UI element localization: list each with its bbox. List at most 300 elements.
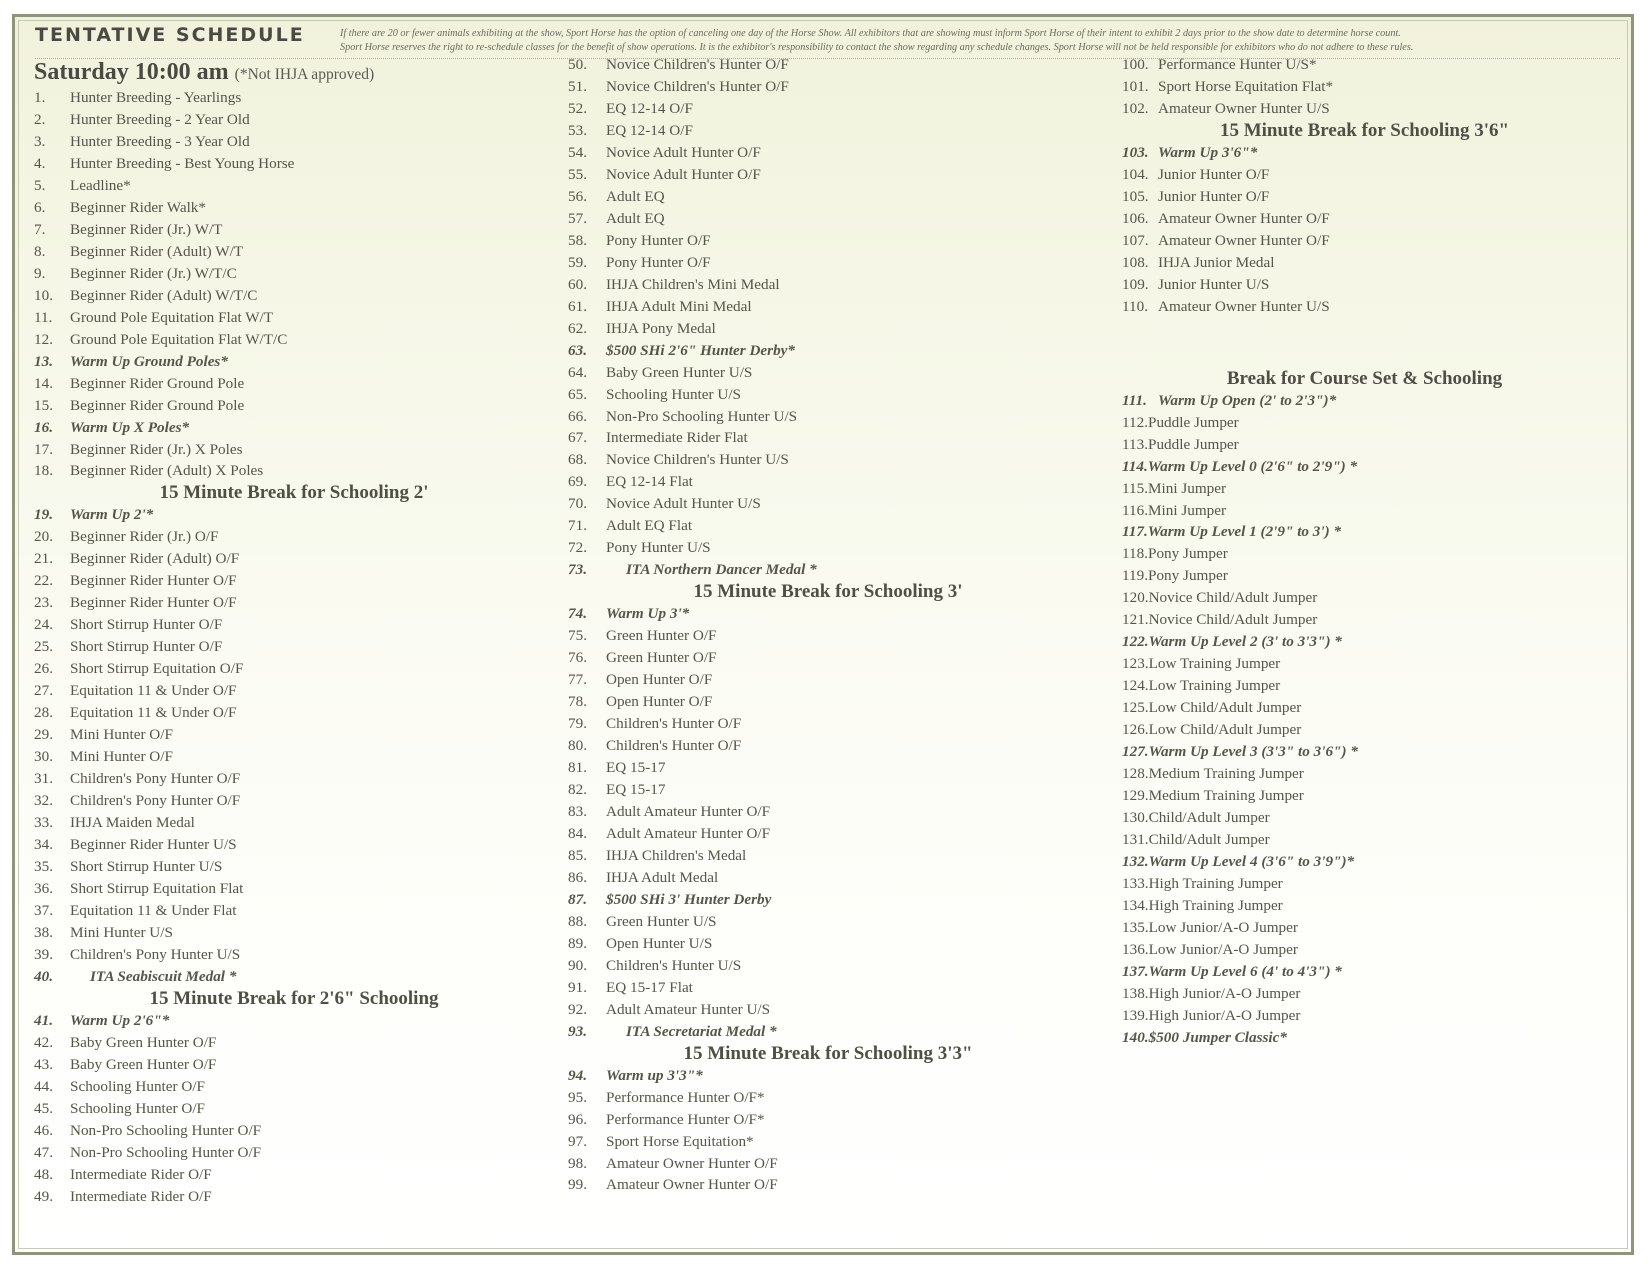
class-name: Amateur Owner Hunter U/S [1158, 99, 1330, 117]
class-number: 18. [34, 462, 53, 480]
class-entry [568, 1131, 1088, 1153]
class-name: Mini Jumper [1148, 501, 1227, 519]
class-entry [1122, 587, 1607, 609]
class-entry [1122, 631, 1607, 653]
class-entry [568, 1065, 1088, 1087]
class-name: High Junior/A-O Jumper [1148, 984, 1301, 1002]
class-number: 96. [568, 1110, 587, 1128]
class-entry [568, 537, 1088, 559]
class-name: EQ 12-14 O/F [606, 121, 693, 139]
class-number: 14. [34, 374, 53, 392]
class-number: 81. [568, 759, 587, 777]
day-title: Saturday 10:00 am [34, 59, 229, 85]
class-number: 114. [1122, 457, 1148, 475]
class-name: Adult Amateur Hunter O/F [606, 824, 771, 842]
schedule-title: TENTATIVE SCHEDULE [35, 24, 305, 46]
class-name: Child/Adult Jumper [1148, 831, 1270, 849]
class-number: 59. [568, 253, 587, 271]
class-number: 91. [568, 978, 587, 996]
class-entry [568, 296, 1088, 318]
class-number: 63. [568, 341, 587, 359]
class-entry [1122, 142, 1607, 164]
class-entry [568, 427, 1088, 449]
class-number: 20. [34, 528, 53, 546]
class-entry [568, 977, 1088, 999]
class-name: Novice Children's Hunter O/F [606, 77, 789, 95]
class-number: 135. [1122, 918, 1149, 936]
class-name: Warm Up Level 3 (3'3" to 3'6") * [1148, 743, 1358, 761]
class-number: 116. [1122, 501, 1149, 519]
class-entry [1122, 208, 1607, 230]
class-name: Beginner Rider (Jr.) W/T [70, 220, 223, 238]
class-entry [34, 944, 554, 966]
class-number: 2. [34, 110, 46, 128]
class-entry [34, 351, 554, 373]
class-name: ITA Seabiscuit Medal * [90, 967, 237, 985]
class-number: 50. [568, 56, 587, 73]
class-number: 5. [34, 176, 46, 194]
class-entry [34, 285, 554, 307]
class-number: 122. [1122, 633, 1149, 651]
class-name: Non-Pro Schooling Hunter O/F [70, 1121, 262, 1139]
class-name: Pony Hunter O/F [606, 253, 711, 271]
class-name: Sport Horse Equitation Flat* [1158, 77, 1334, 95]
class-number: 43. [34, 1055, 53, 1073]
class-entry [1122, 1027, 1607, 1049]
class-entry [568, 208, 1088, 230]
class-entry [568, 955, 1088, 977]
class-name: Warm Up X Poles* [70, 418, 190, 436]
class-list-1 [34, 87, 554, 1207]
class-entry [34, 373, 554, 395]
class-entry [34, 1098, 554, 1120]
class-entry [34, 614, 554, 636]
class-entry [1122, 653, 1607, 675]
class-number: 79. [568, 715, 587, 733]
class-number: 97. [568, 1132, 587, 1150]
class-number: 22. [34, 572, 53, 590]
class-name: Short Stirrup Hunter O/F [70, 638, 223, 656]
class-number: 45. [34, 1099, 53, 1117]
class-name: Non-Pro Schooling Hunter U/S [606, 407, 798, 425]
class-entry [568, 230, 1088, 252]
class-entry [34, 219, 554, 241]
schedule-column-2 [568, 54, 1088, 1196]
class-name: $500 Jumper Classic* [1148, 1028, 1287, 1046]
class-number: 52. [568, 99, 587, 117]
class-entry [34, 439, 554, 461]
class-entry [1122, 829, 1607, 851]
class-name: Novice Children's Hunter O/F [606, 56, 789, 73]
class-number: 35. [34, 857, 53, 875]
class-entry [34, 175, 554, 197]
class-name: Sport Horse Equitation* [606, 1132, 754, 1150]
class-entry [34, 1186, 554, 1208]
class-number: 33. [34, 814, 53, 831]
class-name: Amateur Owner Hunter U/S [1158, 297, 1330, 315]
class-name: Beginner Rider Walk* [70, 198, 206, 216]
class-number: 42. [34, 1033, 53, 1051]
class-name: Adult Amateur Hunter U/S [606, 1000, 771, 1018]
class-number: 76. [568, 649, 587, 667]
class-name: Mini Hunter O/F [70, 748, 173, 766]
class-name: Adult Amateur Hunter O/F [606, 802, 771, 820]
class-number: 83. [568, 802, 587, 820]
class-entry [1122, 54, 1607, 76]
class-name: Puddle Jumper [1148, 435, 1239, 453]
class-entry [34, 1054, 554, 1076]
class-number: 10. [34, 286, 53, 304]
class-number: 104. [1122, 165, 1149, 183]
class-entry [34, 900, 554, 922]
class-entry [1122, 895, 1607, 917]
class-name: Schooling Hunter O/F [70, 1077, 205, 1095]
class-name: Short Stirrup Equitation O/F [70, 660, 244, 678]
class-number: 108. [1122, 253, 1149, 271]
class-name: Beginner Rider Ground Pole [70, 374, 245, 392]
class-name: Warm Up 2'* [70, 506, 154, 524]
class-name: Low Child/Adult Jumper [1148, 699, 1302, 717]
class-name: Open Hunter O/F [606, 671, 713, 689]
class-name: Amateur Owner Hunter O/F [606, 1154, 778, 1172]
class-name: Non-Pro Schooling Hunter O/F [70, 1143, 262, 1161]
class-entry [1122, 917, 1607, 939]
class-entry [1122, 565, 1607, 587]
class-entry [568, 691, 1088, 713]
class-entry [568, 186, 1088, 208]
class-name: Warm Up Ground Poles* [70, 352, 228, 370]
class-entry [34, 526, 554, 548]
class-name: Beginner Rider (Adult) O/F [70, 550, 240, 568]
class-name: Warm Up Level 2 (3' to 3'3") * [1148, 633, 1342, 651]
class-name: Low Child/Adult Jumper [1148, 721, 1302, 739]
class-name: Novice Adult Hunter O/F [606, 165, 761, 183]
class-entry [568, 559, 1088, 581]
class-number: 132. [1122, 853, 1149, 870]
class-entry [568, 471, 1088, 493]
class-name: Leadline* [70, 176, 131, 194]
class-name: Novice Child/Adult Jumper [1148, 611, 1318, 629]
class-entry [1122, 807, 1607, 829]
class-number: 80. [568, 737, 587, 755]
class-entry [568, 779, 1088, 801]
class-entry [34, 1142, 554, 1164]
class-number: 136. [1122, 940, 1149, 958]
class-entry [568, 98, 1088, 120]
class-entry [568, 911, 1088, 933]
class-name: EQ 12-14 O/F [606, 99, 693, 117]
class-number: 128. [1122, 765, 1149, 783]
class-name: Warm up 3'3"* [606, 1066, 703, 1084]
class-number: 57. [568, 209, 587, 227]
class-number: 95. [568, 1088, 587, 1106]
class-name: Adult EQ [606, 187, 665, 205]
class-number: 36. [34, 879, 53, 897]
class-number: 131. [1122, 831, 1149, 849]
class-entry [34, 131, 554, 153]
class-number: 46. [34, 1121, 53, 1139]
class-entry [568, 801, 1088, 823]
class-entry [568, 274, 1088, 296]
class-number: 101. [1122, 77, 1149, 95]
class-number: 130. [1122, 809, 1149, 827]
class-name: Warm Up Level 6 (4' to 4'3") * [1148, 962, 1342, 980]
class-name: Puddle Jumper [1148, 413, 1239, 431]
class-number: 70. [568, 495, 587, 513]
class-number: 47. [34, 1143, 53, 1161]
class-number: 58. [568, 231, 587, 249]
class-name: Equitation 11 & Under O/F [70, 682, 237, 700]
class-number: 8. [34, 242, 46, 260]
class-number: 138. [1122, 984, 1149, 1002]
class-number: 24. [34, 616, 53, 634]
class-entry [568, 493, 1088, 515]
class-name: Warm Up 3'* [606, 605, 690, 623]
class-number: 140. [1122, 1028, 1149, 1046]
class-entry [568, 54, 1088, 76]
class-entry [34, 834, 554, 856]
class-list-2 [568, 54, 1088, 1196]
class-number: 112. [1122, 413, 1149, 431]
class-entry [568, 252, 1088, 274]
class-number: 27. [34, 682, 53, 700]
class-name: Beginner Rider Hunter U/S [70, 835, 237, 853]
header-notice-line-2: Sport Horse reserves the right to re-schedule classes for the benefit of show operations. It is the exhibitor's responsibility to contact the show regarding any schedule changes. Sport Horse will not be held responsible for exhibitors who do not adhere to these rules. [340, 42, 1414, 53]
class-number: 68. [568, 451, 587, 469]
class-name: EQ 12-14 Flat [606, 473, 693, 491]
class-number: 100. [1122, 56, 1149, 73]
class-name: Junior Hunter O/F [1158, 187, 1270, 205]
class-name: Children's Pony Hunter U/S [70, 945, 241, 963]
class-number: 37. [34, 901, 53, 919]
class-number: 137. [1122, 962, 1149, 980]
class-entry [568, 1087, 1088, 1109]
class-entry [34, 790, 554, 812]
class-entry [1122, 390, 1607, 412]
class-number: 17. [34, 440, 53, 458]
class-name: Schooling Hunter O/F [70, 1099, 205, 1117]
schedule-break-heading: 15 Minute Break for Schooling 3' [693, 581, 963, 603]
schedule-column-1 [34, 57, 554, 1207]
class-number: 12. [34, 330, 53, 348]
class-number: 6. [34, 198, 46, 216]
class-entry [34, 87, 554, 109]
class-name: Children's Pony Hunter O/F [70, 770, 241, 788]
class-entry [34, 1032, 554, 1054]
class-entry [1122, 521, 1607, 543]
class-number: 7. [34, 220, 46, 238]
class-entry [1122, 719, 1607, 741]
class-name: Beginner Rider Ground Pole [70, 396, 245, 414]
class-number: 1. [34, 89, 46, 106]
class-list-3 [1122, 54, 1607, 1049]
class-name: Children's Hunter O/F [606, 737, 742, 755]
class-entry [568, 713, 1088, 735]
class-entry [34, 329, 554, 351]
class-name: Pony Jumper [1148, 567, 1228, 585]
class-entry [34, 417, 554, 439]
schedule-break-heading: 15 Minute Break for 2'6" Schooling [149, 987, 439, 1009]
class-name: $500 SHi 2'6" Hunter Derby* [606, 341, 796, 359]
class-name: Adult EQ [606, 209, 665, 227]
class-name: EQ 15-17 [606, 781, 666, 798]
class-number: 78. [568, 693, 587, 711]
class-number: 115. [1122, 479, 1149, 497]
class-name: High Training Jumper [1148, 896, 1283, 914]
class-entry [568, 999, 1088, 1021]
class-name: Children's Pony Hunter O/F [70, 792, 241, 810]
class-entry [1122, 851, 1607, 873]
class-entry [1122, 697, 1607, 719]
class-entry [568, 449, 1088, 471]
class-entry [34, 966, 554, 988]
class-entry [568, 823, 1088, 845]
class-name: Hunter Breeding - Best Young Horse [70, 154, 295, 172]
class-name: IHJA Children's Mini Medal [606, 275, 780, 293]
class-name: Equitation 11 & Under O/F [70, 704, 237, 722]
class-number: 13. [34, 352, 53, 370]
class-entry [1122, 741, 1607, 763]
schedule-break-heading: 15 Minute Break for Schooling 3'3" [683, 1042, 973, 1064]
class-number: 109. [1122, 275, 1149, 293]
class-number: 40. [34, 967, 53, 985]
class-number: 25. [34, 638, 53, 656]
header-notice-line-1: If there are 20 or fewer animals exhibiting at the show, Sport Horse has the option of canceling one day of the Horse Show. All exhibitors that are showing must inform Sport Horse of their intent to exhibit 2 days prior to the show date to determine horse count. [340, 28, 1401, 39]
class-name: Medium Training Jumper [1148, 765, 1304, 783]
class-number: 69. [568, 473, 587, 491]
class-entry [34, 197, 554, 219]
class-number: 44. [34, 1077, 53, 1095]
class-entry [1122, 939, 1607, 961]
class-name: Beginner Rider Hunter O/F [70, 594, 237, 612]
class-entry [1122, 252, 1607, 274]
class-name: Medium Training Jumper [1148, 787, 1304, 805]
class-name: Green Hunter O/F [606, 649, 717, 667]
class-number: 34. [34, 835, 53, 853]
class-name: Amateur Owner Hunter O/F [1158, 231, 1330, 249]
class-name: Junior Hunter O/F [1158, 165, 1270, 183]
class-entry [568, 515, 1088, 537]
class-entry [568, 603, 1088, 625]
class-entry [1122, 296, 1607, 318]
class-number: 66. [568, 407, 587, 425]
class-name: Equitation 11 & Under Flat [70, 901, 237, 919]
class-entry [1122, 456, 1607, 478]
class-number: 62. [568, 319, 587, 337]
class-number: 124. [1122, 677, 1149, 695]
class-name: Adult EQ Flat [606, 517, 693, 535]
class-name: Ground Pole Equitation Flat W/T/C [70, 330, 288, 348]
class-name: EQ 15-17 Flat [606, 978, 693, 996]
class-name: Intermediate Rider O/F [70, 1165, 212, 1183]
class-number: 126. [1122, 721, 1149, 739]
class-name: Pony Hunter U/S [606, 539, 711, 557]
class-name: Low Junior/A-O Jumper [1148, 918, 1298, 936]
class-number: 139. [1122, 1006, 1149, 1024]
class-number: 134. [1122, 896, 1149, 914]
class-name: Warm Up 2'6"* [70, 1011, 170, 1029]
class-entry [1122, 434, 1607, 456]
class-number: 61. [568, 297, 587, 315]
class-name: Low Training Jumper [1148, 655, 1281, 673]
class-entry [1122, 164, 1607, 186]
class-entry [1122, 983, 1607, 1005]
class-entry [34, 460, 554, 482]
class-entry [34, 1010, 554, 1032]
class-number: 102. [1122, 99, 1149, 117]
class-number: 82. [568, 781, 587, 798]
class-number: 53. [568, 121, 587, 139]
class-entry [34, 1120, 554, 1142]
class-name: Mini Jumper [1148, 479, 1227, 497]
class-number: 125. [1122, 699, 1149, 717]
class-number: 77. [568, 671, 587, 689]
class-name: IHJA Maiden Medal [70, 814, 195, 831]
schedule-break-heading: Break for Course Set & Schooling [1226, 367, 1503, 389]
class-entry [1122, 763, 1607, 785]
class-name: Novice Children's Hunter U/S [606, 451, 789, 469]
class-name: Beginner Rider (Adult) W/T [70, 242, 244, 260]
class-name: Short Stirrup Equitation Flat [70, 879, 244, 897]
class-name: Warm Up Level 0 (2'6" to 2'9") * [1147, 457, 1358, 475]
class-number: 118. [1122, 545, 1149, 563]
class-number: 51. [568, 77, 587, 95]
class-name: Warm Up Open (2' to 2'3")* [1158, 391, 1337, 409]
class-number: 3. [34, 132, 46, 150]
class-number: 26. [34, 660, 53, 678]
class-entry [568, 362, 1088, 384]
class-entry [34, 570, 554, 592]
class-entry [568, 384, 1088, 406]
class-number: 21. [34, 550, 53, 568]
class-name: Children's Hunter U/S [606, 956, 742, 974]
class-number: 98. [568, 1154, 587, 1172]
class-number: 28. [34, 704, 53, 722]
class-name: Beginner Rider (Adult) X Poles [70, 462, 264, 480]
class-name: Novice Child/Adult Jumper [1148, 589, 1318, 607]
class-number: 23. [34, 594, 53, 612]
class-name: IHJA Children's Medal [606, 846, 747, 864]
class-name: High Junior/A-O Jumper [1148, 1006, 1301, 1024]
class-name: IHJA Adult Medal [606, 868, 719, 886]
class-name: IHJA Junior Medal [1158, 253, 1275, 271]
class-number: 48. [34, 1165, 53, 1183]
class-name: Hunter Breeding - 3 Year Old [70, 132, 250, 150]
class-name: Beginner Rider Hunter O/F [70, 572, 237, 590]
class-number: 90. [568, 956, 587, 974]
class-name: Beginner Rider (Jr.) O/F [70, 528, 219, 546]
class-entry [1122, 230, 1607, 252]
class-entry [34, 1164, 554, 1186]
class-name: Open Hunter U/S [606, 934, 713, 952]
class-number: 71. [568, 517, 587, 535]
class-number: 60. [568, 275, 587, 293]
class-number: 92. [568, 1000, 587, 1018]
class-entry [34, 241, 554, 263]
class-number: 39. [34, 945, 53, 963]
class-name: Intermediate Rider O/F [70, 1187, 212, 1205]
class-name: Baby Green Hunter O/F [70, 1055, 217, 1073]
class-entry [34, 724, 554, 746]
class-entry [1122, 961, 1607, 983]
class-name: Warm Up 3'6"* [1158, 143, 1258, 161]
class-entry [1122, 785, 1607, 807]
class-name: Pony Jumper [1148, 545, 1228, 563]
class-name: Novice Adult Hunter O/F [606, 143, 761, 161]
class-name: IHJA Pony Medal [606, 319, 716, 337]
class-number: 105. [1122, 187, 1149, 205]
class-entry [568, 625, 1088, 647]
